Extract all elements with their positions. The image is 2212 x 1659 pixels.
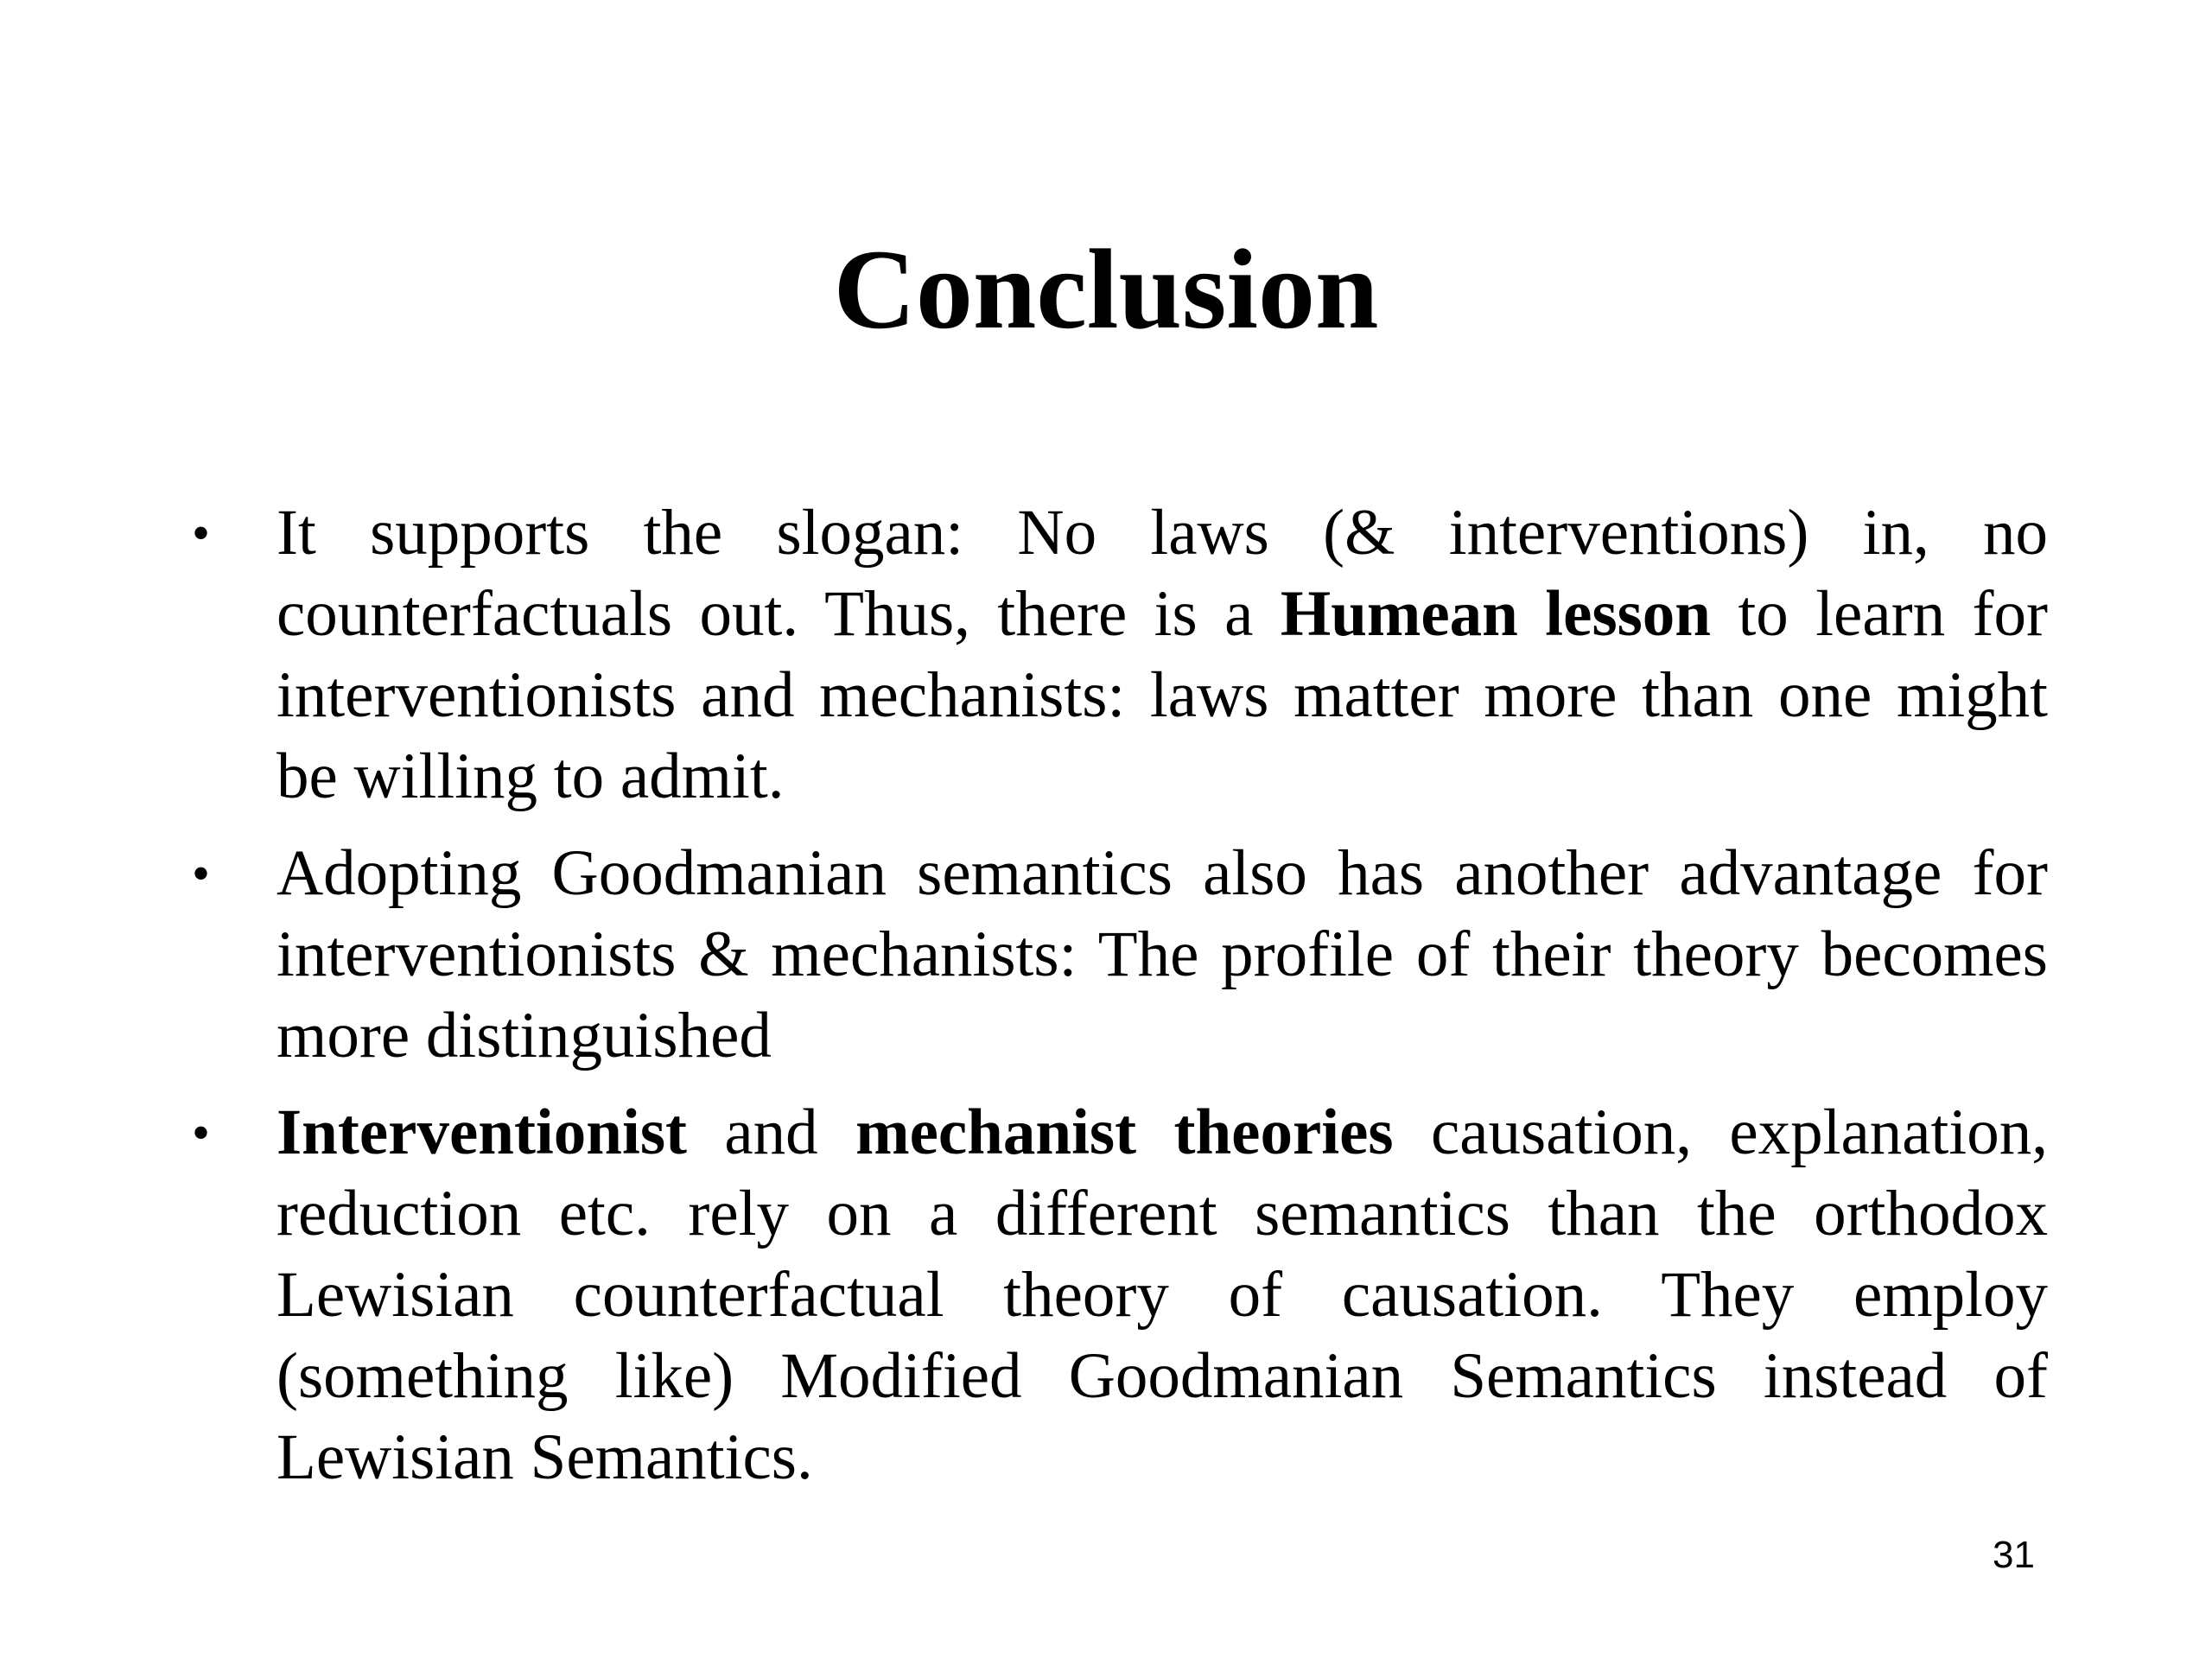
bullet-text-segment: Adopting Goodmanian semantics also has another advantage for interventionists & mechanists: The profile of their theory becomes more distinguished <box>276 837 2048 1071</box>
bullet-text-bold: Humean lesson <box>1280 578 1712 650</box>
bullet-text <box>276 497 2048 812</box>
bullet-dot-icon: • <box>192 1104 211 1161</box>
bullet-text <box>276 1096 2048 1493</box>
bullet-text <box>276 837 2048 1071</box>
bullet-text-segment: and <box>686 1096 856 1168</box>
bullet-text-bold: mechanist theories <box>855 1096 1394 1168</box>
bullet-dot-icon: • <box>192 845 211 902</box>
bullet-text-bold: Interventionist <box>276 1096 687 1168</box>
page-number: 31 <box>1993 1534 2035 1576</box>
bullet-dot-icon: • <box>192 505 211 562</box>
bullet-list <box>181 493 2048 1514</box>
bullet-item <box>181 833 2048 1077</box>
bullet-text-segment: to learn for interventionists and mechanists: laws matter more than one might be willing to admit. <box>276 578 2048 812</box>
bullet-item <box>181 1092 2048 1498</box>
bullet-text-segment: It supports the slogan: No laws (& interventions) in, no counterfactuals out. Thus, there is a <box>276 497 2048 650</box>
bullet-text-segment: causation, explanation, reduction etc. rely on a different semantics than the orthodox Lewisian counterfactual theory of causation. They employ (something like) Modified Goodmanian Semantics instead of Lewisian Semantics. <box>276 1096 2048 1493</box>
slide-title: Conclusion <box>833 226 1379 353</box>
bullet-item <box>181 493 2048 817</box>
